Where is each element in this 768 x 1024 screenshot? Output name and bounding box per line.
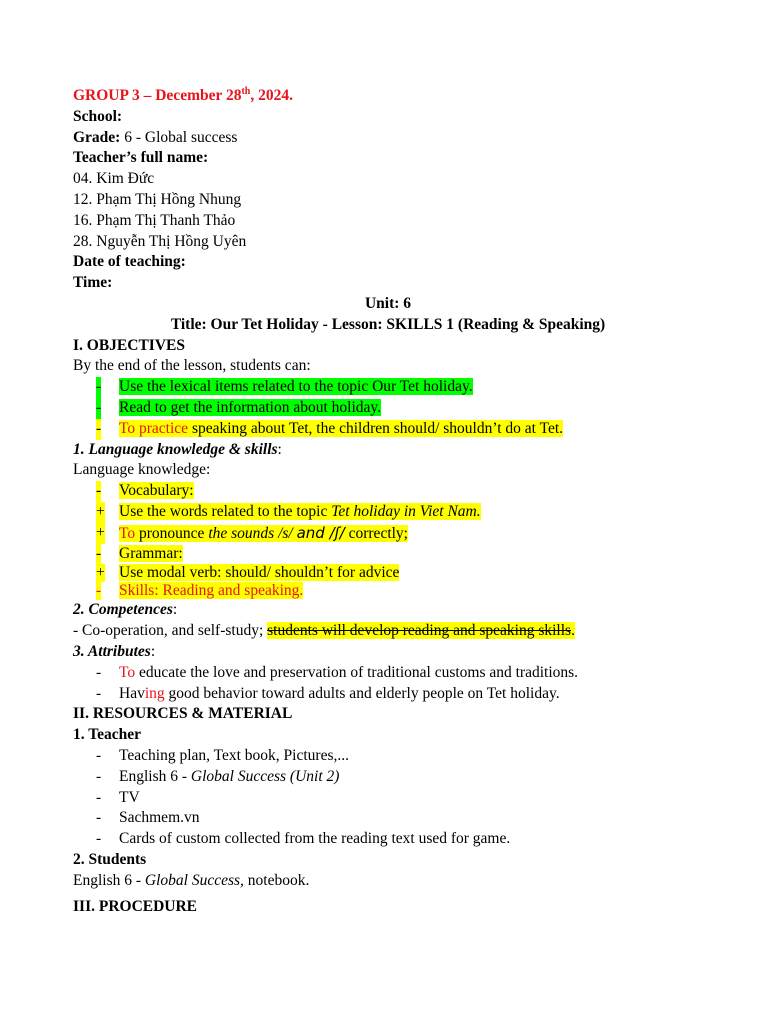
competences-text: - Co-operation, and self-study; students will develop reading and speaking skills. bbox=[73, 622, 575, 640]
objective-item: - Use the lexical items related to the topic Our Tet holiday. bbox=[73, 377, 703, 398]
pronunciation-sub-item: + To pronounce the sounds /s/ and /ʃ/ correctly; bbox=[96, 523, 408, 542]
vocabulary-sub-item: + Use the words related to the topic Tet holiday in Viet Nam. bbox=[73, 502, 703, 523]
teacher-entry: 12. Phạm Thị Hồng Nhung bbox=[73, 190, 242, 208]
attribute-item: - Having good behavior toward adults and elderly people on Tet holiday. bbox=[96, 684, 560, 702]
students-resources-text: English 6 - Global Success, notebook. bbox=[73, 871, 310, 889]
procedure-heading: III. PROCEDURE bbox=[73, 898, 198, 916]
resource-item: - Cards of custom collected from the reading text used for game. bbox=[96, 830, 511, 848]
skills-item: - Skills: Reading and speaking. bbox=[96, 582, 304, 600]
objective-item: - Read to get the information about holiday. bbox=[73, 398, 703, 419]
date-of-teaching-label: Date of teaching: bbox=[73, 253, 186, 271]
resource-item: - Sachmem.vn bbox=[96, 809, 200, 827]
language-knowledge-label: Language knowledge: bbox=[73, 461, 211, 479]
teacher-entry: 04. Kim Đức bbox=[73, 170, 155, 188]
teacher-resources-heading: 1. Teacher bbox=[73, 726, 142, 744]
grammar-item: - Grammar: bbox=[73, 544, 703, 565]
group-date-line: GROUP 3 – December 28th, 2024. bbox=[73, 86, 293, 104]
teacher-entry: 16. Phạm Thị Thanh Thảo bbox=[73, 211, 236, 229]
teacher-entry: 28. Nguyễn Thị Hồng Uyên bbox=[73, 232, 247, 250]
grammar-sub-item: + Use modal verb: should/ shouldn’t for advice bbox=[96, 564, 400, 582]
resource-item: - TV bbox=[96, 788, 140, 806]
competences-heading: 2. Competences: bbox=[73, 601, 178, 619]
grade-line: Grade: 6 - Global success bbox=[73, 128, 238, 146]
vocabulary-item: - Vocabulary: bbox=[73, 481, 703, 502]
objectives-heading: I. OBJECTIVES bbox=[73, 336, 185, 354]
language-knowledge-heading: 1. Language knowledge & skills: bbox=[73, 440, 282, 458]
attribute-item: - To educate the love and preservation of traditional customs and traditions. bbox=[96, 663, 579, 681]
students-resources-heading: 2. Students bbox=[73, 850, 147, 868]
attributes-heading: 3. Attributes: bbox=[73, 642, 156, 660]
teacher-name-label: Teacher’s full name: bbox=[73, 149, 209, 167]
resource-item: - English 6 - Global Success (Unit 2) bbox=[96, 767, 340, 785]
time-label: Time: bbox=[73, 274, 113, 292]
objectives-intro: By the end of the lesson, students can: bbox=[73, 357, 311, 375]
lesson-title: Title: Our Tet Holiday - Lesson: SKILLS 1 (Reading & Speaking) bbox=[170, 315, 606, 333]
resources-heading: II. RESOURCES & MATERIAL bbox=[73, 705, 293, 723]
unit-title: Unit: 6 bbox=[364, 294, 412, 312]
resource-item: - Teaching plan, Text book, Pictures,... bbox=[96, 746, 349, 764]
objective-item: - To practice speaking about Tet, the children should/ shouldn’t do at Tet. bbox=[73, 419, 703, 440]
school-label: School: bbox=[73, 107, 123, 125]
lesson-plan-document bbox=[73, 86, 703, 918]
